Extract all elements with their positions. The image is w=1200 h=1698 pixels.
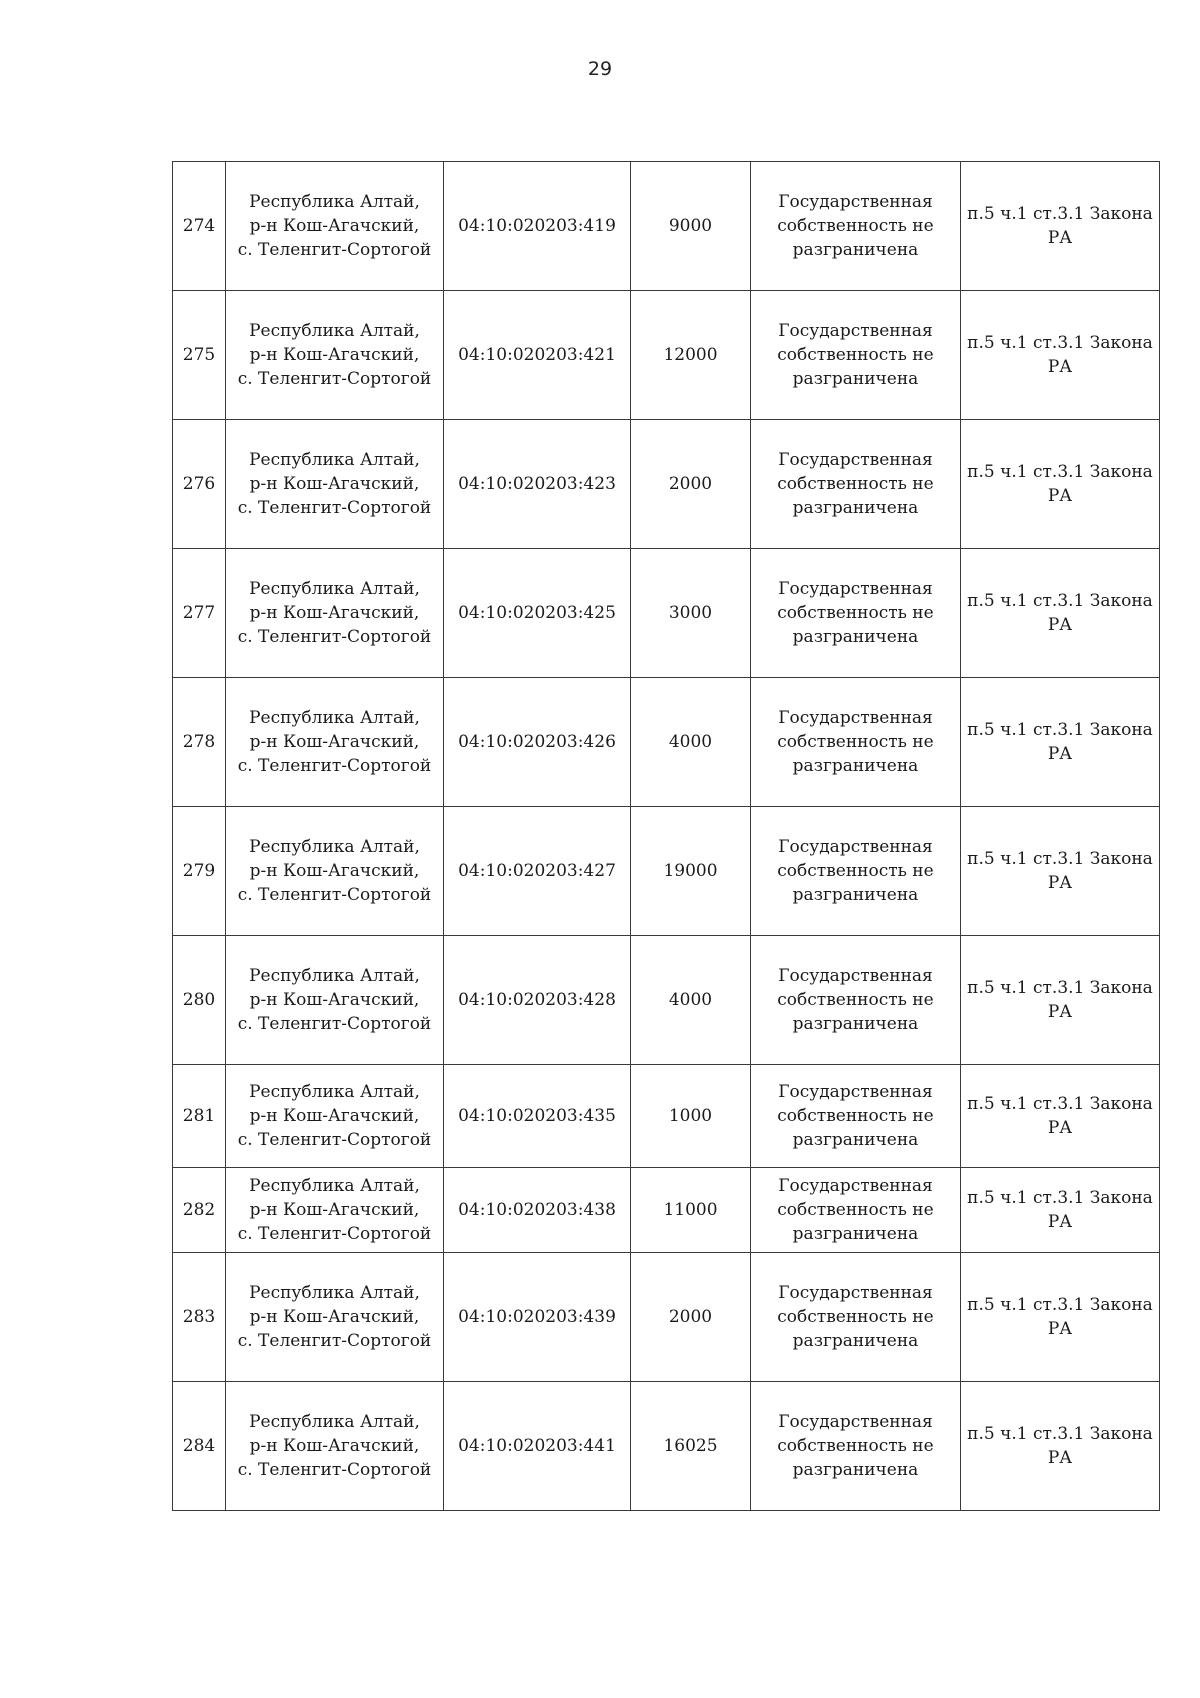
row-number: 275 — [173, 291, 226, 420]
address-cell: Республика Алтай, р-н Кош-Агачский, с. Теленгит-Сортогой — [226, 291, 444, 420]
cadastral-number: 04:10:020203:439 — [444, 1253, 631, 1382]
area-value: 16025 — [631, 1382, 751, 1511]
cadastral-number: 04:10:020203:419 — [444, 162, 631, 291]
table-row — [173, 807, 1160, 936]
row-number: 274 — [173, 162, 226, 291]
area-value: 2000 — [631, 420, 751, 549]
address-cell: Республика Алтай, р-н Кош-Агачский, с. Теленгит-Сортогой — [226, 678, 444, 807]
address-cell: Республика Алтай, р-н Кош-Агачский, с. Теленгит-Сортогой — [226, 807, 444, 936]
area-value: 9000 — [631, 162, 751, 291]
cadastral-number: 04:10:020203:427 — [444, 807, 631, 936]
legal-basis-cell: п.5 ч.1 ст.3.1 Закона РА — [961, 291, 1160, 420]
address-cell: Республика Алтай, р-н Кош-Агачский, с. Теленгит-Сортогой — [226, 1253, 444, 1382]
ownership-cell: Государственная собственность не разграничена — [751, 1382, 961, 1511]
ownership-cell: Государственная собственность не разграничена — [751, 1065, 961, 1168]
legal-basis-cell: п.5 ч.1 ст.3.1 Закона РА — [961, 807, 1160, 936]
table-row — [173, 549, 1160, 678]
table-row — [173, 678, 1160, 807]
table-row — [173, 936, 1160, 1065]
area-value: 4000 — [631, 936, 751, 1065]
ownership-cell: Государственная собственность не разграничена — [751, 936, 961, 1065]
ownership-cell: Государственная собственность не разграничена — [751, 1168, 961, 1253]
table-row — [173, 1253, 1160, 1382]
row-number: 282 — [173, 1168, 226, 1253]
row-number: 281 — [173, 1065, 226, 1168]
legal-basis-cell: п.5 ч.1 ст.3.1 Закона РА — [961, 1382, 1160, 1511]
area-value: 3000 — [631, 549, 751, 678]
legal-basis-cell: п.5 ч.1 ст.3.1 Закона РА — [961, 420, 1160, 549]
cadastral-number: 04:10:020203:426 — [444, 678, 631, 807]
cadastral-number: 04:10:020203:438 — [444, 1168, 631, 1253]
area-value: 2000 — [631, 1253, 751, 1382]
row-number: 276 — [173, 420, 226, 549]
ownership-cell: Государственная собственность не разграничена — [751, 420, 961, 549]
area-value: 1000 — [631, 1065, 751, 1168]
area-value: 11000 — [631, 1168, 751, 1253]
table-row — [173, 1168, 1160, 1253]
cadastral-number: 04:10:020203:428 — [444, 936, 631, 1065]
legal-basis-cell: п.5 ч.1 ст.3.1 Закона РА — [961, 1065, 1160, 1168]
ownership-cell: Государственная собственность не разграничена — [751, 549, 961, 678]
legal-basis-cell: п.5 ч.1 ст.3.1 Закона РА — [961, 678, 1160, 807]
cadastral-number: 04:10:020203:435 — [444, 1065, 631, 1168]
legal-basis-cell: п.5 ч.1 ст.3.1 Закона РА — [961, 1168, 1160, 1253]
legal-basis-cell: п.5 ч.1 ст.3.1 Закона РА — [961, 162, 1160, 291]
legal-basis-cell: п.5 ч.1 ст.3.1 Закона РА — [961, 936, 1160, 1065]
area-value: 19000 — [631, 807, 751, 936]
table-row — [173, 1065, 1160, 1168]
cadastral-number: 04:10:020203:425 — [444, 549, 631, 678]
row-number: 284 — [173, 1382, 226, 1511]
address-cell: Республика Алтай, р-н Кош-Агачский, с. Теленгит-Сортогой — [226, 1168, 444, 1253]
ownership-cell: Государственная собственность не разграничена — [751, 162, 961, 291]
ownership-cell: Государственная собственность не разграничена — [751, 291, 961, 420]
area-value: 4000 — [631, 678, 751, 807]
cadastral-number: 04:10:020203:423 — [444, 420, 631, 549]
ownership-cell: Государственная собственность не разграничена — [751, 1253, 961, 1382]
row-number: 277 — [173, 549, 226, 678]
land-plots-table — [172, 161, 1160, 1511]
table-row — [173, 1382, 1160, 1511]
ownership-cell: Государственная собственность не разграничена — [751, 678, 961, 807]
address-cell: Республика Алтай, р-н Кош-Агачский, с. Теленгит-Сортогой — [226, 549, 444, 678]
address-cell: Республика Алтай, р-н Кош-Агачский, с. Теленгит-Сортогой — [226, 1065, 444, 1168]
table-row — [173, 420, 1160, 549]
page-number: 29 — [587, 58, 613, 80]
cadastral-number: 04:10:020203:441 — [444, 1382, 631, 1511]
area-value: 12000 — [631, 291, 751, 420]
legal-basis-cell: п.5 ч.1 ст.3.1 Закона РА — [961, 1253, 1160, 1382]
row-number: 280 — [173, 936, 226, 1065]
cadastral-number: 04:10:020203:421 — [444, 291, 631, 420]
row-number: 283 — [173, 1253, 226, 1382]
legal-basis-cell: п.5 ч.1 ст.3.1 Закона РА — [961, 549, 1160, 678]
row-number: 278 — [173, 678, 226, 807]
address-cell: Республика Алтай, р-н Кош-Агачский, с. Теленгит-Сортогой — [226, 1382, 444, 1511]
table-row — [173, 162, 1160, 291]
address-cell: Республика Алтай, р-н Кош-Агачский, с. Теленгит-Сортогой — [226, 162, 444, 291]
table-row — [173, 291, 1160, 420]
row-number: 279 — [173, 807, 226, 936]
address-cell: Республика Алтай, р-н Кош-Агачский, с. Теленгит-Сортогой — [226, 936, 444, 1065]
address-cell: Республика Алтай, р-н Кош-Агачский, с. Теленгит-Сортогой — [226, 420, 444, 549]
ownership-cell: Государственная собственность не разграничена — [751, 807, 961, 936]
